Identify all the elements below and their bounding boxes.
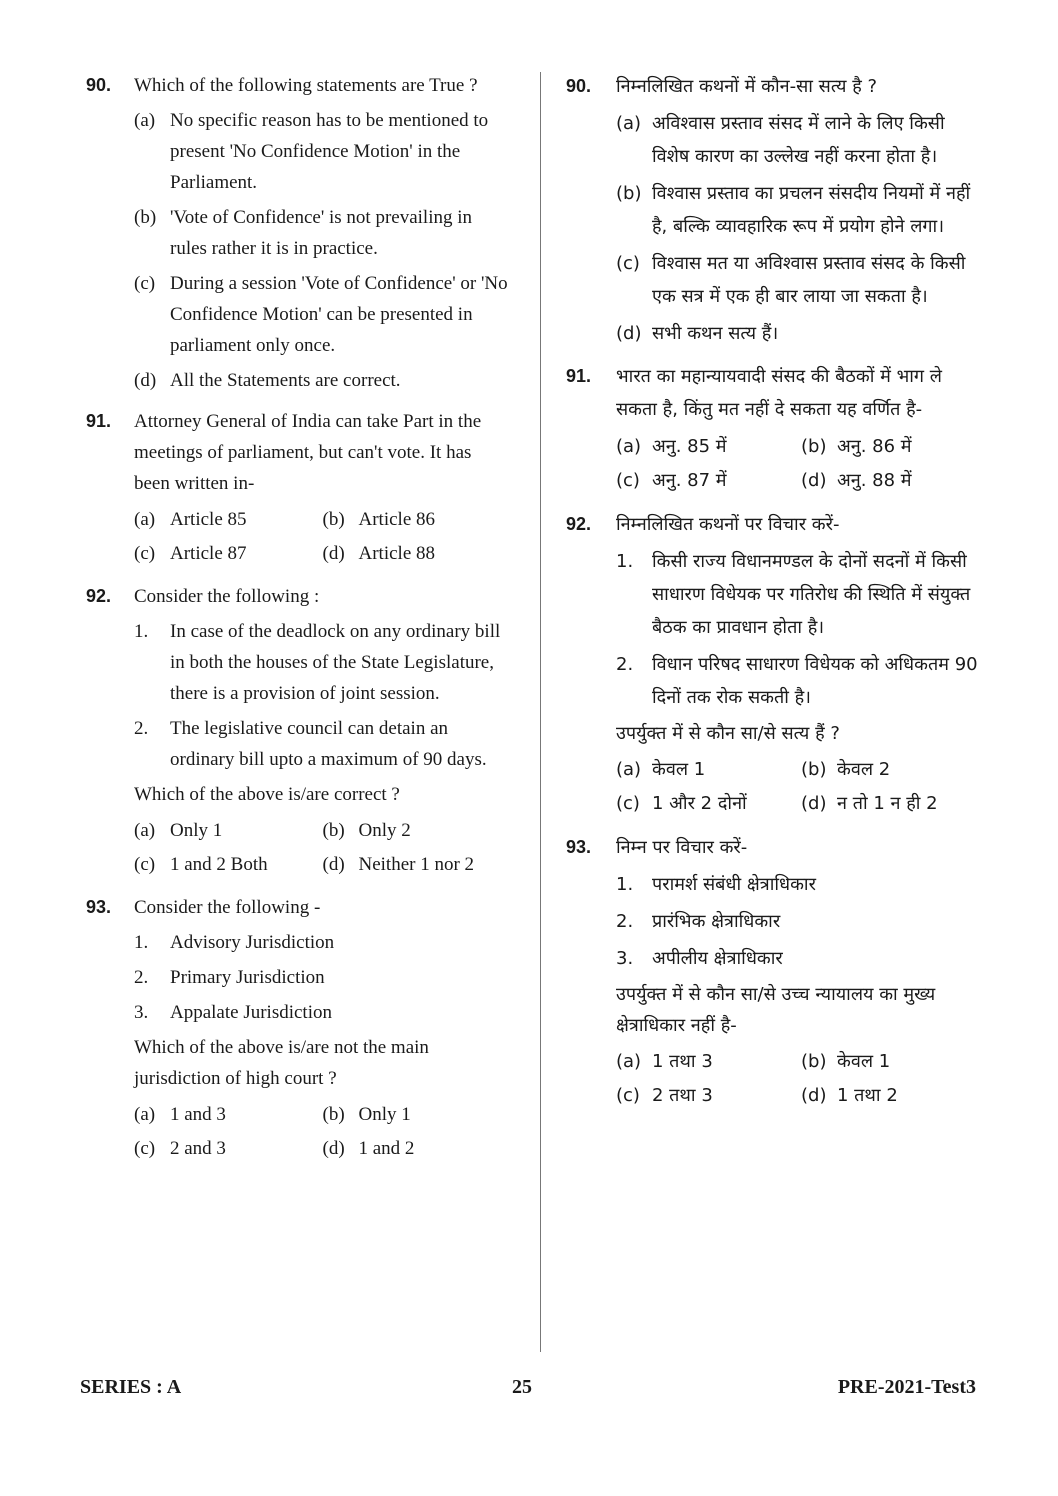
question-text: Attorney General of India can take Part in the meetings of parliament, but can't vote. It has been written in- — [134, 411, 482, 494]
option-text: 1 तथा 3 — [652, 1051, 713, 1072]
option-text: विश्वास प्रस्ताव का प्रचलन संसदीय नियमों में नहीं है, बल्कि व्यावहारिक रूप में प्रयोग होने लगा। — [652, 183, 971, 237]
option-label: (b) — [322, 509, 345, 530]
statement-label: 2. — [616, 911, 634, 932]
series-label: SERIES : A — [80, 1376, 182, 1398]
option-c — [134, 268, 511, 361]
statement-3 — [616, 942, 986, 975]
option-c — [616, 247, 986, 313]
question-number: 93. — [566, 837, 592, 857]
option-label: (c) — [134, 1138, 156, 1159]
option-text: 1 and 2 — [358, 1138, 415, 1159]
question-number: 91. — [86, 411, 112, 431]
option-label: (d) — [322, 1138, 345, 1159]
option-text: Only 2 — [358, 820, 411, 841]
option-label: (c) — [616, 470, 640, 491]
question-91 — [86, 406, 511, 571]
question-91 — [566, 360, 986, 498]
options-grid — [616, 430, 986, 498]
option-text: Article 87 — [170, 543, 247, 564]
option-b — [801, 1045, 986, 1079]
option-a — [134, 105, 511, 198]
option-label: (a) — [616, 759, 642, 780]
option-label: (c) — [616, 1085, 640, 1106]
option-label: (d) — [134, 370, 157, 391]
question-92 — [86, 581, 511, 882]
option-text: Only 1 — [170, 820, 223, 841]
question-number: 93. — [86, 897, 112, 917]
statement-text: विधान परिषद साधारण विधेयक को अधिकतम 90 दिनों तक रोक सकती है। — [652, 654, 978, 708]
option-c — [616, 1079, 801, 1113]
option-text: 1 and 2 Both — [170, 854, 268, 875]
option-text: Article 86 — [358, 509, 436, 530]
option-a — [134, 814, 323, 848]
question-number: 90. — [566, 76, 592, 96]
option-text: सभी कथन सत्य हैं। — [652, 323, 779, 344]
option-label: (a) — [134, 509, 156, 530]
option-d — [801, 787, 986, 821]
option-text: न तो 1 न ही 2 — [837, 793, 938, 814]
statement-3 — [134, 997, 511, 1028]
option-d — [801, 1079, 986, 1113]
statement-label: 2. — [134, 967, 149, 988]
column-divider — [540, 72, 541, 1352]
option-d — [323, 848, 512, 882]
question-prompt: उपर्युक्त में से कौन सा/से सत्य हैं ? — [616, 723, 840, 744]
option-label: (b) — [801, 436, 827, 457]
statement-text: प्रारंभिक क्षेत्राधिकार — [652, 911, 781, 932]
option-a — [616, 753, 801, 787]
option-text: विश्वास मत या अविश्वास प्रस्ताव संसद के किसी एक सत्र में एक ही बार लाया जा सकता है। — [652, 253, 966, 307]
option-text: All the Statements are correct. — [170, 370, 401, 391]
options-grid — [616, 753, 986, 821]
question-90 — [566, 70, 986, 350]
option-label: (c) — [134, 543, 156, 564]
options-grid — [134, 503, 511, 571]
options-grid — [134, 1098, 511, 1166]
option-b — [323, 1098, 512, 1132]
option-text: अनु. 85 में — [652, 436, 727, 457]
option-d — [323, 537, 512, 571]
option-text: केवल 2 — [837, 759, 891, 780]
statement-text: The legislative council can detain an ordinary bill upto a maximum of 90 days. — [170, 718, 487, 770]
option-label: (b) — [134, 207, 157, 228]
question-text: भारत का महान्यायवादी संसद की बैठकों में भाग ले सकता है, किंतु मत नहीं दे सकता यह वर्णित है- — [616, 366, 942, 420]
option-text: Neither 1 nor 2 — [358, 854, 475, 875]
question-prompt: Which of the above is/are not the main jurisdiction of high court ? — [134, 1037, 429, 1089]
option-label: (b) — [616, 183, 642, 204]
option-a — [616, 430, 801, 464]
option-label: (c) — [616, 793, 640, 814]
option-label: (a) — [616, 113, 642, 134]
question-number: 92. — [566, 514, 592, 534]
statement-1 — [134, 616, 511, 709]
options-grid — [616, 1045, 986, 1113]
statement-text: अपीलीय क्षेत्राधिकार — [652, 948, 783, 969]
option-label: (b) — [322, 820, 345, 841]
option-a — [616, 1045, 801, 1079]
statement-label: 3. — [616, 948, 634, 969]
statement-label: 1. — [616, 874, 634, 895]
question-text: निम्न पर विचार करें- — [616, 837, 748, 858]
page-number: 25 — [512, 1376, 532, 1398]
question-92 — [566, 508, 986, 821]
option-b — [801, 753, 986, 787]
statement-label: 1. — [134, 621, 149, 642]
option-text: अनु. 86 में — [837, 436, 912, 457]
option-text: 1 and 3 — [170, 1104, 226, 1125]
option-text: Article 85 — [170, 509, 247, 530]
option-b — [134, 202, 511, 264]
option-text: 2 and 3 — [170, 1138, 226, 1159]
question-number: 92. — [86, 586, 112, 606]
option-text: अनु. 88 में — [837, 470, 912, 491]
statement-label: 1. — [616, 551, 634, 572]
option-a — [134, 503, 323, 537]
option-b — [323, 814, 512, 848]
question-prompt: Which of the above is/are correct ? — [134, 784, 400, 805]
english-column — [86, 70, 511, 1176]
option-text: No specific reason has to be mentioned to present 'No Confidence Motion' in the Parliament. — [170, 110, 489, 193]
option-d — [801, 464, 986, 498]
option-label: (d) — [801, 1085, 827, 1106]
option-d — [134, 365, 511, 396]
statement-1 — [616, 868, 986, 901]
question-number: 91. — [566, 366, 592, 386]
question-93 — [566, 831, 986, 1113]
option-text: केवल 1 — [652, 759, 706, 780]
option-label: (a) — [616, 436, 642, 457]
option-c — [134, 537, 323, 571]
option-label: (a) — [616, 1051, 642, 1072]
option-text: 'Vote of Confidence' is not prevailing in rules rather it is in practice. — [170, 207, 472, 259]
option-text: अनु. 87 में — [652, 470, 727, 491]
statement-2 — [134, 962, 511, 993]
option-a — [134, 1098, 323, 1132]
option-text: Article 88 — [358, 543, 436, 564]
test-code: PRE-2021-Test3 — [837, 1376, 976, 1398]
option-label: (b) — [801, 759, 827, 780]
option-text: 2 तथा 3 — [652, 1085, 713, 1106]
option-b — [801, 430, 986, 464]
statement-label: 2. — [134, 718, 149, 739]
option-label: (c) — [134, 273, 156, 294]
option-c — [616, 464, 801, 498]
statement-text: किसी राज्य विधानमण्डल के दोनों सदनों में किसी साधारण विधेयक पर गतिरोध की स्थिति में संयुक्त बैठक का प्रावधान होता है। — [652, 551, 971, 638]
option-d — [616, 317, 986, 350]
statement-text: Advisory Jurisdiction — [170, 932, 335, 953]
option-text: अविश्वास प्रस्ताव संसद में लाने के लिए किसी विशेष कारण का उल्लेख नहीं करना होता है। — [652, 113, 945, 167]
statement-2 — [134, 713, 511, 775]
statement-2 — [616, 648, 986, 714]
option-text: Only 1 — [358, 1104, 411, 1125]
option-b — [323, 503, 512, 537]
statement-label: 2. — [616, 654, 634, 675]
option-c — [134, 848, 323, 882]
hindi-column — [566, 70, 986, 1123]
statement-text: Primary Jurisdiction — [170, 967, 325, 988]
statement-label: 3. — [134, 1002, 149, 1023]
option-label: (c) — [616, 253, 640, 274]
statement-2 — [616, 905, 986, 938]
question-text: निम्नलिखित कथनों पर विचार करें- — [616, 514, 840, 535]
option-label: (a) — [134, 1104, 156, 1125]
option-text: केवल 1 — [837, 1051, 891, 1072]
question-number: 90. — [86, 75, 112, 95]
question-text: Which of the following statements are True ? — [134, 75, 478, 96]
option-c — [134, 1132, 323, 1166]
option-text: During a session 'Vote of Confidence' or 'No Confidence Motion' can be presented in parliament only once. — [170, 273, 508, 356]
question-93 — [86, 892, 511, 1166]
option-text: 1 तथा 2 — [837, 1085, 898, 1106]
question-text: Consider the following - — [134, 897, 321, 918]
option-label: (d) — [322, 854, 345, 875]
question-text: निम्नलिखित कथनों में कौन-सा सत्य है ? — [616, 76, 878, 97]
option-c — [616, 787, 801, 821]
option-label: (d) — [322, 543, 345, 564]
option-label: (b) — [322, 1104, 345, 1125]
option-a — [616, 107, 986, 173]
statement-1 — [616, 545, 986, 644]
option-label: (a) — [134, 110, 156, 131]
option-label: (c) — [134, 854, 156, 875]
question-90 — [86, 70, 511, 396]
options-grid — [134, 814, 511, 882]
question-text: Consider the following : — [134, 586, 320, 607]
statement-text: परामर्श संबंधी क्षेत्राधिकार — [652, 874, 816, 895]
option-d — [323, 1132, 512, 1166]
statement-label: 1. — [134, 932, 149, 953]
statement-text: Appalate Jurisdiction — [170, 1002, 332, 1023]
statement-1 — [134, 927, 511, 958]
option-b — [616, 177, 986, 243]
statement-text: In case of the deadlock on any ordinary bill in both the houses of the State Legislature, there is a provision of joint session. — [170, 621, 501, 704]
option-label: (a) — [134, 820, 156, 841]
option-text: 1 और 2 दोनों — [652, 793, 747, 814]
option-label: (d) — [801, 470, 827, 491]
question-prompt: उपर्युक्त में से कौन सा/से उच्च न्यायालय का मुख्य क्षेत्राधिकार नहीं है- — [616, 984, 936, 1036]
option-label: (d) — [616, 323, 642, 344]
option-label: (d) — [801, 793, 827, 814]
option-label: (b) — [801, 1051, 827, 1072]
